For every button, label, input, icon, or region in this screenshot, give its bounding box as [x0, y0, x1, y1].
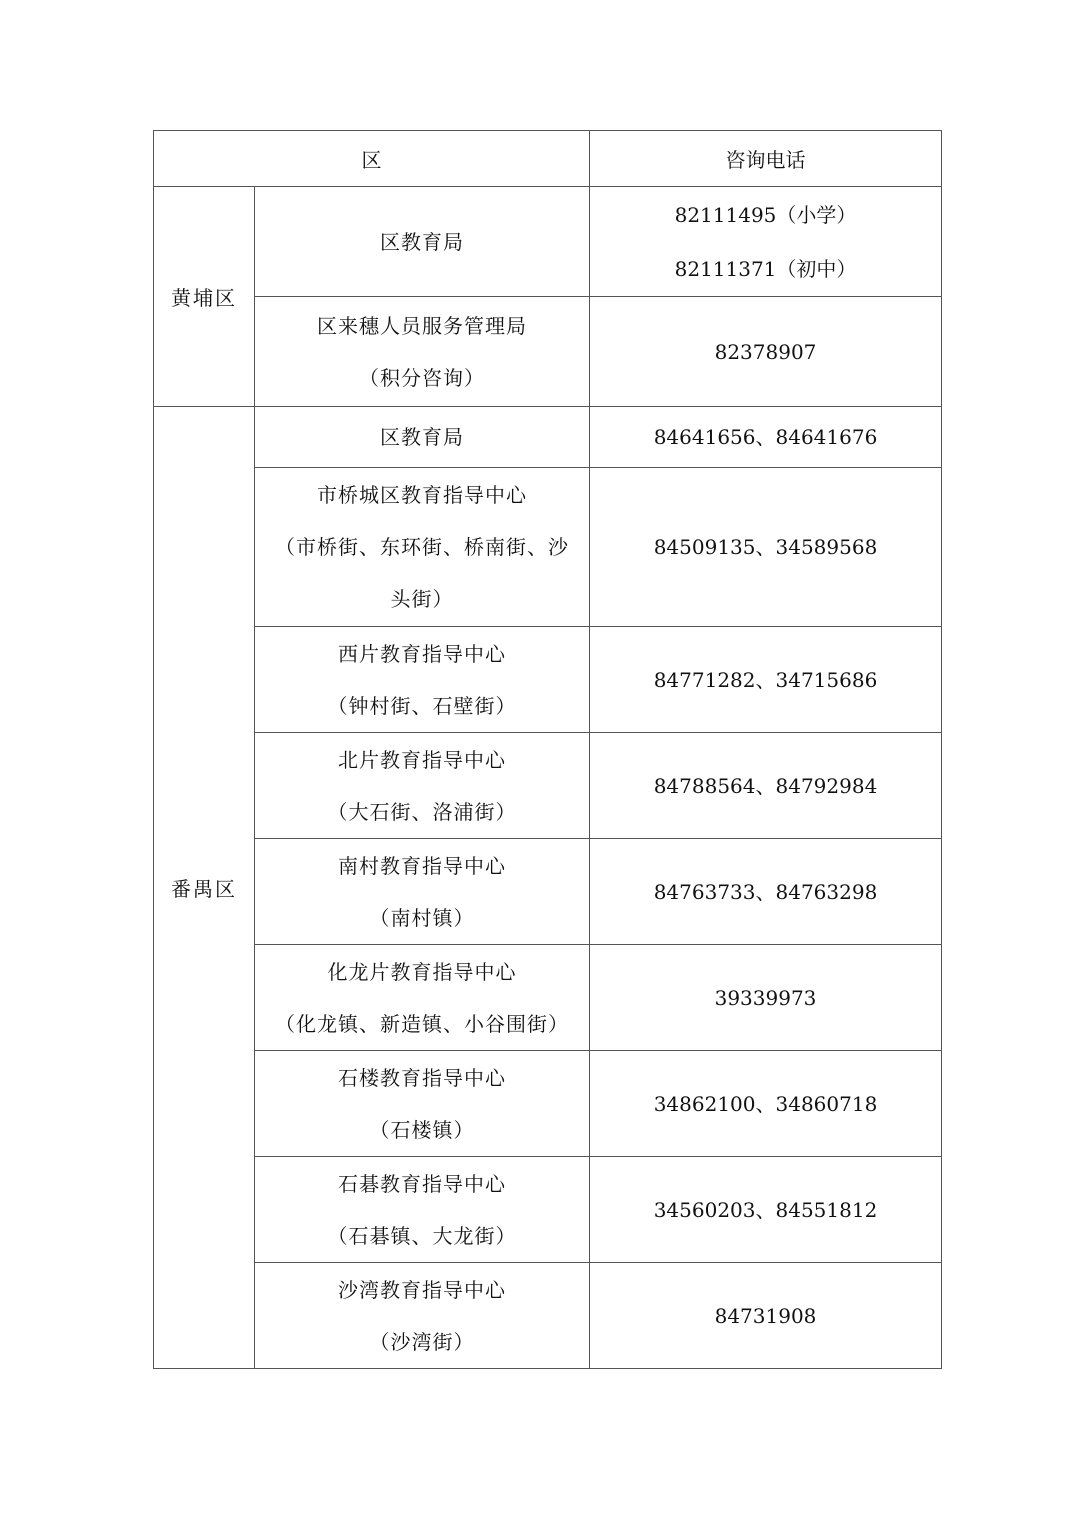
agency-scope: （积分咨询） [359, 365, 485, 390]
agency-scope: （化龙镇、新造镇、小谷围街） [275, 1011, 569, 1036]
agency-cell [255, 468, 590, 627]
phone-cell [590, 839, 942, 945]
agency-scope: （石楼镇） [369, 1117, 475, 1142]
table-row [154, 1263, 942, 1369]
phone-number: 84731908 [714, 1303, 817, 1328]
phone-number: 34862100、34860718 [653, 1091, 878, 1116]
agency-name: 区来穗人员服务管理局 [317, 313, 527, 338]
phone-number: 82111495（小学） [674, 202, 857, 227]
agency-cell [255, 733, 590, 839]
table-header-row [154, 131, 942, 187]
agency-scope: （钟村街、石壁街） [327, 693, 517, 718]
agency-name: 北片教育指导中心 [338, 747, 506, 772]
agency-scope: （南村镇） [369, 905, 475, 930]
phone-number: 84771282、34715686 [653, 667, 878, 692]
phone-cell [590, 407, 942, 468]
contact-table-container [153, 130, 942, 1369]
table-row [154, 1157, 942, 1263]
phone-cell [590, 945, 942, 1051]
agency-name: 化龙片教育指导中心 [327, 959, 517, 984]
table-row [154, 1051, 942, 1157]
agency-name: 南村教育指导中心 [338, 853, 506, 878]
agency-scope: （沙湾街） [369, 1329, 475, 1354]
phone-cell [590, 1263, 942, 1369]
phone-cell [590, 1157, 942, 1263]
agency-cell [255, 407, 590, 468]
agency-cell [255, 187, 590, 297]
agency-scope: （大石街、洛浦街） [327, 799, 517, 824]
agency-cell [255, 627, 590, 733]
phone-number: 84763733、84763298 [653, 879, 878, 904]
agency-name: 沙湾教育指导中心 [338, 1277, 506, 1302]
agency-name: 石楼教育指导中心 [338, 1065, 506, 1090]
table-row [154, 839, 942, 945]
agency-cell [255, 297, 590, 407]
agency-name: 区教育局 [380, 229, 464, 254]
phone-number: 39339973 [714, 985, 817, 1010]
table-row [154, 627, 942, 733]
district-cell-huangpu: 黄埔区 [154, 187, 255, 407]
phone-cell [590, 187, 942, 297]
phone-number: 84788564、84792984 [653, 773, 878, 798]
agency-scope: 头街） [390, 587, 454, 611]
agency-cell [255, 839, 590, 945]
district-cell-panyu: 番禺区 [154, 407, 255, 1369]
table-row [154, 945, 942, 1051]
table-row [154, 297, 942, 407]
consultation-phone-table [153, 130, 942, 1369]
agency-cell [255, 945, 590, 1051]
table-row [154, 407, 942, 468]
phone-cell [590, 297, 942, 407]
agency-name: 西片教育指导中心 [338, 641, 506, 666]
phone-number: 34560203、84551812 [653, 1197, 878, 1222]
agency-name: 区教育局 [380, 425, 464, 449]
phone-number: 82111371（初中） [674, 256, 857, 281]
phone-number: 84641656、84641676 [653, 425, 878, 449]
phone-cell [590, 733, 942, 839]
agency-name: 市桥城区教育指导中心 [317, 483, 527, 507]
phone-number: 82378907 [714, 339, 817, 364]
table-row [154, 733, 942, 839]
agency-cell [255, 1051, 590, 1157]
header-district: 区 [154, 131, 590, 187]
agency-scope: （石碁镇、大龙街） [327, 1223, 517, 1248]
phone-cell [590, 1051, 942, 1157]
agency-scope: （市桥街、东环街、桥南街、沙 [275, 535, 569, 559]
header-phone: 咨询电话 [590, 131, 942, 187]
phone-cell [590, 468, 942, 627]
agency-name: 石碁教育指导中心 [338, 1171, 506, 1196]
agency-cell [255, 1263, 590, 1369]
agency-cell [255, 1157, 590, 1263]
phone-cell [590, 627, 942, 733]
table-row [154, 468, 942, 627]
table-row [154, 187, 942, 297]
phone-number: 84509135、34589568 [653, 535, 878, 559]
